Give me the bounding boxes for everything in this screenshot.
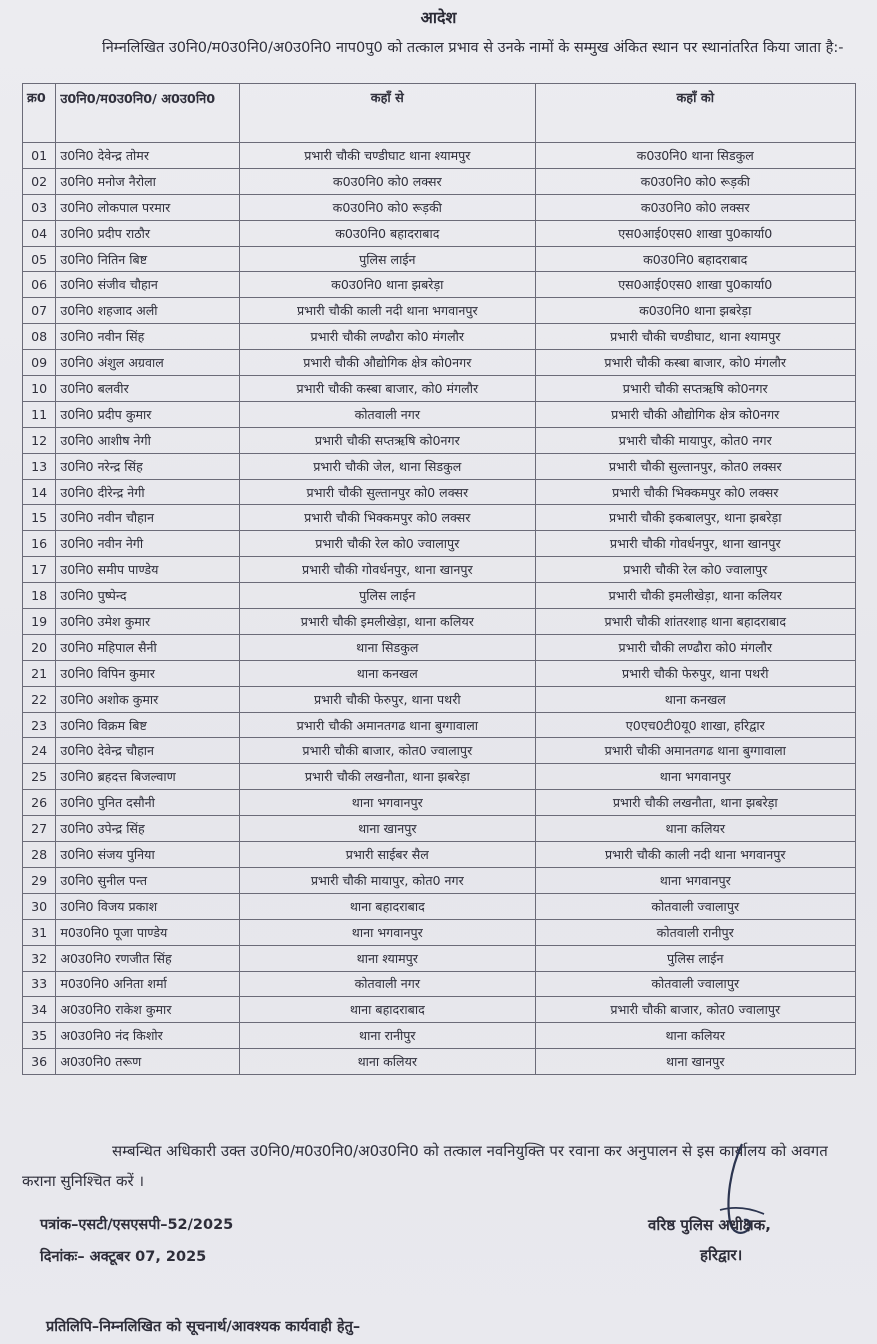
table-row xyxy=(23,738,856,764)
cell-to: एस0आई0एस0 शाखा पु0कार्या0 xyxy=(535,220,855,246)
cell-name: उ0नि0 अंशुल अग्रवाल xyxy=(56,350,240,376)
cell-to: प्रभारी चौकी रेल को0 ज्वालापुर xyxy=(535,557,855,583)
cell-from: प्रभारी चौकी इमलीखेड़ा, थाना कलियर xyxy=(240,609,535,635)
letter-number: पत्रांक–एसटी/एसएसपी–52/2025 xyxy=(40,1217,234,1233)
table-row xyxy=(23,427,856,453)
cell-name: उ0नि0 उमेश कुमार xyxy=(56,609,240,635)
cell-name: उ0नि0 संजय पुनिया xyxy=(56,842,240,868)
cell-name: उ0नि0 प्रदीप कुमार xyxy=(56,401,240,427)
signatory-place: हरिद्वार। xyxy=(700,1246,743,1264)
cell-to: एस0आई0एस0 शाखा पु0कार्या0 xyxy=(535,272,855,298)
cell-to: प्रभारी चौकी शांतरशाह थाना बहादराबाद xyxy=(535,609,855,635)
cell-from: प्रभारी चौकी मायापुर, कोत0 नगर xyxy=(240,867,535,893)
signature-block xyxy=(648,1210,838,1270)
cell-from: प्रभारी चौकी कस्बा बाजार, को0 मंगलौर xyxy=(240,376,535,402)
table-row xyxy=(23,479,856,505)
table-row xyxy=(23,505,856,531)
table-header-row xyxy=(23,84,856,143)
cell-name: उ0नि0 नवीन नेगी xyxy=(56,531,240,557)
signatory-designation: वरिष्ठ पुलिस अधीक्षक, xyxy=(648,1216,771,1234)
cell-to: प्रभारी चौकी फेरुपुर, थाना पथरी xyxy=(535,660,855,686)
cell-to: प्रभारी चौकी अमानतगढ थाना बुग्गावाला xyxy=(535,738,855,764)
cell-from: थाना भगवानपुर xyxy=(240,790,535,816)
table-row xyxy=(23,919,856,945)
cell-from: प्रभारी चौकी गोवर्धनपुर, थाना खानपुर xyxy=(240,557,535,583)
cell-serial: 26 xyxy=(23,790,56,816)
cell-serial: 19 xyxy=(23,609,56,635)
table-row xyxy=(23,609,856,635)
header-to: कहाँ को xyxy=(535,84,855,143)
header-name: उ0नि0/म0उ0नि0/ अ0उ0नि0 xyxy=(56,84,240,143)
cell-name: अ0उ0नि0 तरूण xyxy=(56,1049,240,1075)
cell-serial: 05 xyxy=(23,246,56,272)
cell-serial: 34 xyxy=(23,997,56,1023)
header-serial: क्र0 xyxy=(23,84,56,143)
table-row xyxy=(23,376,856,402)
cell-name: उ0नि0 अशोक कुमार xyxy=(56,686,240,712)
cell-to: ए0एच0टी0यू0 शाखा, हरिद्वार xyxy=(535,712,855,738)
cell-to: प्रभारी चौकी बाजार, कोत0 ज्वालापुर xyxy=(535,997,855,1023)
cell-to: थाना कलियर xyxy=(535,816,855,842)
table-row xyxy=(23,143,856,169)
cell-name: उ0नि0 विपिन कुमार xyxy=(56,660,240,686)
cell-serial: 32 xyxy=(23,945,56,971)
cell-from: प्रभारी चौकी फेरुपुर, थाना पथरी xyxy=(240,686,535,712)
cell-from: क0उ0नि0 को0 रूड़की xyxy=(240,194,535,220)
cell-to: प्रभारी चौकी कस्बा बाजार, को0 मंगलौर xyxy=(535,350,855,376)
cell-name: उ0नि0 आशीष नेगी xyxy=(56,427,240,453)
cell-from: थाना श्यामपुर xyxy=(240,945,535,971)
cell-serial: 28 xyxy=(23,842,56,868)
cell-to: थाना भगवानपुर xyxy=(535,867,855,893)
cell-from: कोतवाली नगर xyxy=(240,971,535,997)
table-row xyxy=(23,945,856,971)
cell-name: अ0उ0नि0 रणजीत सिंह xyxy=(56,945,240,971)
table-row xyxy=(23,893,856,919)
cell-name: उ0नि0 बलवीर xyxy=(56,376,240,402)
cell-serial: 12 xyxy=(23,427,56,453)
table-row xyxy=(23,790,856,816)
cell-from: थाना बहादराबाद xyxy=(240,997,535,1023)
cell-name: उ0नि0 समीप पाण्डेय xyxy=(56,557,240,583)
cell-to: पुलिस लाईन xyxy=(535,945,855,971)
cell-to: प्रभारी चौकी लखनौता, थाना झबरेड़ा xyxy=(535,790,855,816)
cell-from: थाना कनखल xyxy=(240,660,535,686)
cell-to: थाना कनखल xyxy=(535,686,855,712)
cell-name: उ0नि0 ब्रहदत्त बिजल्वाण xyxy=(56,764,240,790)
cell-to: कोतवाली ज्वालापुर xyxy=(535,971,855,997)
cell-serial: 07 xyxy=(23,298,56,324)
cell-from: प्रभारी चौकी चण्डीघाट थाना श्यामपुर xyxy=(240,143,535,169)
cell-to: क0उ0नि0 थाना सिडकुल xyxy=(535,143,855,169)
cell-serial: 22 xyxy=(23,686,56,712)
table-row xyxy=(23,272,856,298)
table-row xyxy=(23,350,856,376)
cell-name: उ0नि0 नवीन चौहान xyxy=(56,505,240,531)
table-row xyxy=(23,531,856,557)
table-row xyxy=(23,453,856,479)
cell-serial: 30 xyxy=(23,893,56,919)
cell-from: क0उ0नि0 थाना झबरेड़ा xyxy=(240,272,535,298)
cell-name: उ0नि0 लोकपाल परमार xyxy=(56,194,240,220)
cell-to: प्रभारी चौकी इमलीखेड़ा, थाना कलियर xyxy=(535,583,855,609)
cell-name: म0उ0नि0 अनिता शर्मा xyxy=(56,971,240,997)
table-row xyxy=(23,168,856,194)
cell-name: अ0उ0नि0 नंद किशोर xyxy=(56,1023,240,1049)
table-row xyxy=(23,660,856,686)
cell-from: प्रभारी चौकी लखनौता, थाना झबरेड़ा xyxy=(240,764,535,790)
header-from: कहाँ से xyxy=(240,84,535,143)
cell-name: अ0उ0नि0 राकेश कुमार xyxy=(56,997,240,1023)
cell-name: उ0नि0 शहजाद अली xyxy=(56,298,240,324)
table-row xyxy=(23,842,856,868)
cell-from: थाना कलियर xyxy=(240,1049,535,1075)
cell-serial: 35 xyxy=(23,1023,56,1049)
cell-name: उ0नि0 पुष्पेन्द xyxy=(56,583,240,609)
cell-name: उ0नि0 विजय प्रकाश xyxy=(56,893,240,919)
cell-name: उ0नि0 मनोज नैरोला xyxy=(56,168,240,194)
table-row xyxy=(23,583,856,609)
table-row xyxy=(23,764,856,790)
cell-to: प्रभारी चौकी सप्तऋषि को0नगर xyxy=(535,376,855,402)
cell-serial: 08 xyxy=(23,324,56,350)
cell-name: उ0नि0 पुनित दसौनी xyxy=(56,790,240,816)
cell-name: उ0नि0 नवीन सिंह xyxy=(56,324,240,350)
table-row xyxy=(23,246,856,272)
cell-from: क0उ0नि0 बहादराबाद xyxy=(240,220,535,246)
cell-from: प्रभारी चौकी काली नदी थाना भगवानपुर xyxy=(240,298,535,324)
cell-from: थाना खानपुर xyxy=(240,816,535,842)
cell-from: प्रभारी चौकी लण्ढौरा को0 मंगलौर xyxy=(240,324,535,350)
cell-from: क0उ0नि0 को0 लक्सर xyxy=(240,168,535,194)
cell-from: प्रभारी चौकी बाजार, कोत0 ज्वालापुर xyxy=(240,738,535,764)
cell-from: थाना सिडकुल xyxy=(240,634,535,660)
table-row xyxy=(23,220,856,246)
copy-to-line: प्रतिलिपि–निम्नलिखित को सूचनार्थ/आवश्यक कार्यवाही हेतु– xyxy=(46,1319,361,1335)
cell-from: प्रभारी चौकी भिक्कमपुर को0 लक्सर xyxy=(240,505,535,531)
cell-to: प्रभारी चौकी इकबालपुर, थाना झबरेड़ा xyxy=(535,505,855,531)
cell-serial: 23 xyxy=(23,712,56,738)
cell-serial: 20 xyxy=(23,634,56,660)
cell-serial: 17 xyxy=(23,557,56,583)
table-row xyxy=(23,686,856,712)
table-row xyxy=(23,816,856,842)
cell-serial: 15 xyxy=(23,505,56,531)
cell-to: क0उ0नि0 को0 लक्सर xyxy=(535,194,855,220)
cell-from: प्रभारी चौकी जेल, थाना सिडकुल xyxy=(240,453,535,479)
table-row xyxy=(23,867,856,893)
cell-to: प्रभारी चौकी काली नदी थाना भगवानपुर xyxy=(535,842,855,868)
cell-from: थाना बहादराबाद xyxy=(240,893,535,919)
cell-from: कोतवाली नगर xyxy=(240,401,535,427)
cell-to: थाना खानपुर xyxy=(535,1049,855,1075)
table-row xyxy=(23,194,856,220)
cell-name: उ0नि0 नितिन बिष्ट xyxy=(56,246,240,272)
cell-serial: 04 xyxy=(23,220,56,246)
cell-name: उ0नि0 प्रदीप राठौर xyxy=(56,220,240,246)
cell-to: प्रभारी चौकी सुल्तानपुर, कोत0 लक्सर xyxy=(535,453,855,479)
cell-name: उ0नि0 महिपाल सैनी xyxy=(56,634,240,660)
cell-name: उ0नि0 नरेन्द्र सिंह xyxy=(56,453,240,479)
cell-from: प्रभारी चौकी सुल्तानपुर को0 लक्सर xyxy=(240,479,535,505)
cell-to: कोतवाली रानीपुर xyxy=(535,919,855,945)
cell-to: प्रभारी चौकी गोवर्धनपुर, थाना खानपुर xyxy=(535,531,855,557)
cell-from: थाना भगवानपुर xyxy=(240,919,535,945)
cell-serial: 33 xyxy=(23,971,56,997)
cell-name: उ0नि0 देवेन्द्र चौहान xyxy=(56,738,240,764)
cell-serial: 14 xyxy=(23,479,56,505)
cell-serial: 24 xyxy=(23,738,56,764)
cell-from: पुलिस लाईन xyxy=(240,246,535,272)
cell-to: क0उ0नि0 को0 रूड़की xyxy=(535,168,855,194)
cell-from: प्रभारी साईबर सैल xyxy=(240,842,535,868)
table-row xyxy=(23,557,856,583)
cell-name: उ0नि0 विक्रम बिष्ट xyxy=(56,712,240,738)
table-row xyxy=(23,997,856,1023)
cell-to: प्रभारी चौकी औद्योगिक क्षेत्र को0नगर xyxy=(535,401,855,427)
cell-from: थाना रानीपुर xyxy=(240,1023,535,1049)
closing-paragraph: सम्बन्धित अधिकारी उक्त उ0नि0/म0उ0नि0/अ0उ0नि0 को तत्काल नवनियुक्ति पर रवाना कर अनुपालन से इस कार्यालय को अवगत कराना सुनिश्चित करें । xyxy=(22,1142,828,1190)
cell-to: कोतवाली ज्वालापुर xyxy=(535,893,855,919)
table-row xyxy=(23,1023,856,1049)
cell-serial: 36 xyxy=(23,1049,56,1075)
cell-serial: 27 xyxy=(23,816,56,842)
cell-serial: 21 xyxy=(23,660,56,686)
cell-name: उ0नि0 दीरेन्द्र नेगी xyxy=(56,479,240,505)
table-row xyxy=(23,298,856,324)
table-row xyxy=(23,634,856,660)
cell-from: प्रभारी चौकी सप्तऋषि को0नगर xyxy=(240,427,535,453)
cell-from: पुलिस लाईन xyxy=(240,583,535,609)
cell-serial: 06 xyxy=(23,272,56,298)
table-row xyxy=(23,971,856,997)
table-row xyxy=(23,1049,856,1075)
cell-serial: 03 xyxy=(23,194,56,220)
cell-to: प्रभारी चौकी चण्डीघाट, थाना श्यामपुर xyxy=(535,324,855,350)
table-row xyxy=(23,712,856,738)
cell-serial: 02 xyxy=(23,168,56,194)
cell-to: प्रभारी चौकी मायापुर, कोत0 नगर xyxy=(535,427,855,453)
cell-serial: 13 xyxy=(23,453,56,479)
cell-serial: 11 xyxy=(23,401,56,427)
cell-serial: 25 xyxy=(23,764,56,790)
cell-name: उ0नि0 देवेन्द्र तोमर xyxy=(56,143,240,169)
table-row xyxy=(23,324,856,350)
cell-to: क0उ0नि0 थाना झबरेड़ा xyxy=(535,298,855,324)
document-title: आदेश xyxy=(420,8,457,27)
cell-to: क0उ0नि0 बहादराबाद xyxy=(535,246,855,272)
cell-serial: 10 xyxy=(23,376,56,402)
cell-name: उ0नि0 संजीव चौहान xyxy=(56,272,240,298)
cell-to: थाना भगवानपुर xyxy=(535,764,855,790)
cell-to: प्रभारी चौकी भिक्कमपुर को0 लक्सर xyxy=(535,479,855,505)
transfer-table xyxy=(22,83,856,1075)
cell-name: म0उ0नि0 पूजा पाण्डेय xyxy=(56,919,240,945)
cell-from: प्रभारी चौकी औद्योगिक क्षेत्र को0नगर xyxy=(240,350,535,376)
cell-serial: 29 xyxy=(23,867,56,893)
cell-serial: 31 xyxy=(23,919,56,945)
cell-from: प्रभारी चौकी अमानतगढ थाना बुग्गावाला xyxy=(240,712,535,738)
table-row xyxy=(23,401,856,427)
letter-date: दिनांकः– अक्टूबर 07, 2025 xyxy=(40,1249,207,1265)
cell-name: उ0नि0 उपेन्द्र सिंह xyxy=(56,816,240,842)
cell-name: उ0नि0 सुनील पन्त xyxy=(56,867,240,893)
cell-to: प्रभारी चौकी लण्ढौरा को0 मंगलौर xyxy=(535,634,855,660)
intro-paragraph: निम्नलिखित उ0नि0/म0उ0नि0/अ0उ0नि0 नाप0पु0 को तत्काल प्रभाव से उनके नामों के सम्मुख अंकित स्थान पर स्थानांतरित किया जाता है:- xyxy=(102,40,844,56)
cell-serial: 01 xyxy=(23,143,56,169)
cell-to: थाना कलियर xyxy=(535,1023,855,1049)
cell-serial: 09 xyxy=(23,350,56,376)
cell-from: प्रभारी चौकी रेल को0 ज्वालापुर xyxy=(240,531,535,557)
cell-serial: 16 xyxy=(23,531,56,557)
cell-serial: 18 xyxy=(23,583,56,609)
